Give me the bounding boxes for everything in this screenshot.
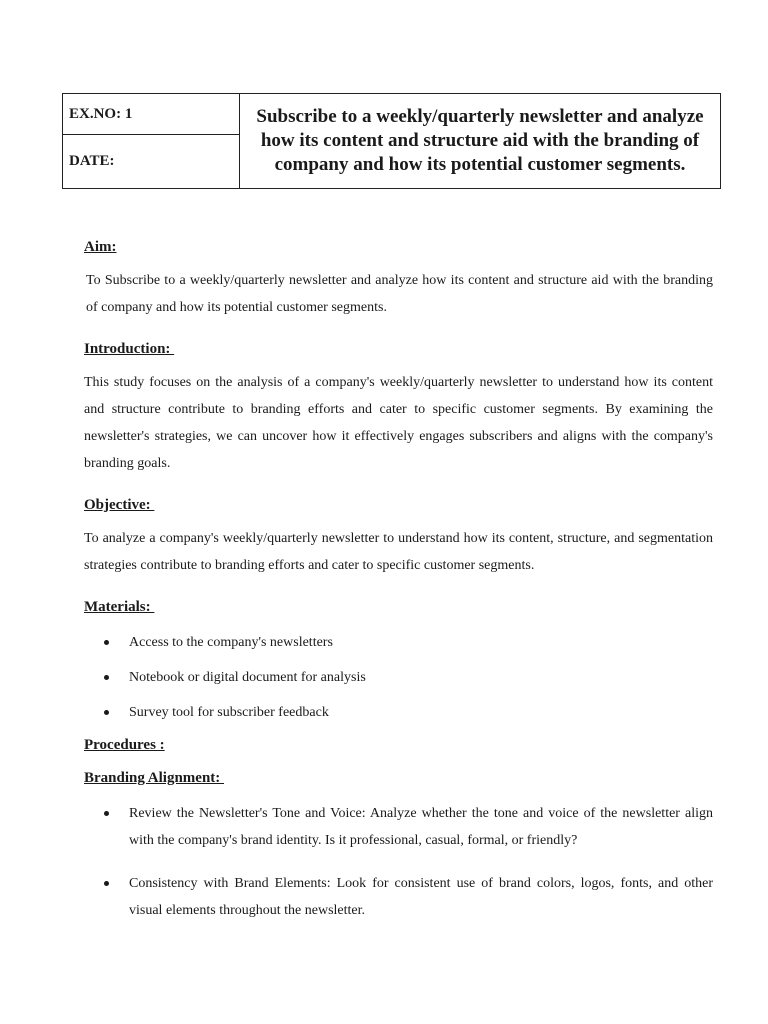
list-item-text: Consistency with Brand Elements: Look for consistent use of brand colors, logos, fonts, and other visual elements throughout the newsletter. (129, 876, 713, 918)
objective-heading: Objective: (84, 497, 155, 513)
header-left-column (63, 94, 240, 188)
list-item (104, 664, 713, 691)
materials-list (104, 629, 713, 726)
bullet-icon (104, 881, 109, 886)
exercise-number: EX.NO: 1 (63, 94, 239, 135)
aim-heading: Aim: (84, 239, 117, 255)
branding-alignment-list (104, 800, 713, 924)
introduction-text: This study focuses on the analysis of a company's weekly/quarterly newsletter to understand how its content and structure contribute to branding efforts and cater to specific customer segments. By examining the newsletter's strategies, we can uncover how it effectively engages subscribers and aligns with the company's branding goals. (84, 375, 713, 471)
date-label: DATE: (69, 153, 115, 169)
materials-heading: Materials: (84, 599, 155, 615)
list-item (104, 629, 713, 656)
list-item (104, 699, 713, 726)
branding-alignment-heading: Branding Alignment: (84, 770, 225, 786)
bullet-icon (104, 710, 109, 715)
list-item-text: Access to the company's newsletters (129, 635, 333, 650)
header-table (62, 93, 721, 189)
objective-text: To analyze a company's weekly/quarterly newsletter to understand how its content, structure, and segmentation strategies contribute to branding efforts and cater to specific customer segments. (84, 531, 713, 573)
bullet-icon (104, 675, 109, 680)
document-title: Subscribe to a weekly/quarterly newsletter and analyze how its content and structure aid with the branding of company and how its potential customer segments. (256, 106, 704, 175)
list-item-text: Notebook or digital document for analysis (129, 670, 366, 685)
list-item (104, 870, 713, 924)
bullet-icon (104, 640, 109, 645)
aim-text: To Subscribe to a weekly/quarterly newsletter and analyze how its content and structure aid with the branding of company and how its potential customer segments. (86, 273, 713, 315)
bullet-icon (104, 811, 109, 816)
list-item-text: Survey tool for subscriber feedback (129, 705, 329, 720)
procedures-heading: Procedures : (84, 737, 165, 753)
introduction-heading: Introduction: (84, 341, 175, 357)
list-item (104, 800, 713, 854)
list-item-text: Review the Newsletter's Tone and Voice: Analyze whether the tone and voice of the newsletter align with the company's brand identity. Is it professional, casual, formal, or friendly? (129, 806, 713, 848)
